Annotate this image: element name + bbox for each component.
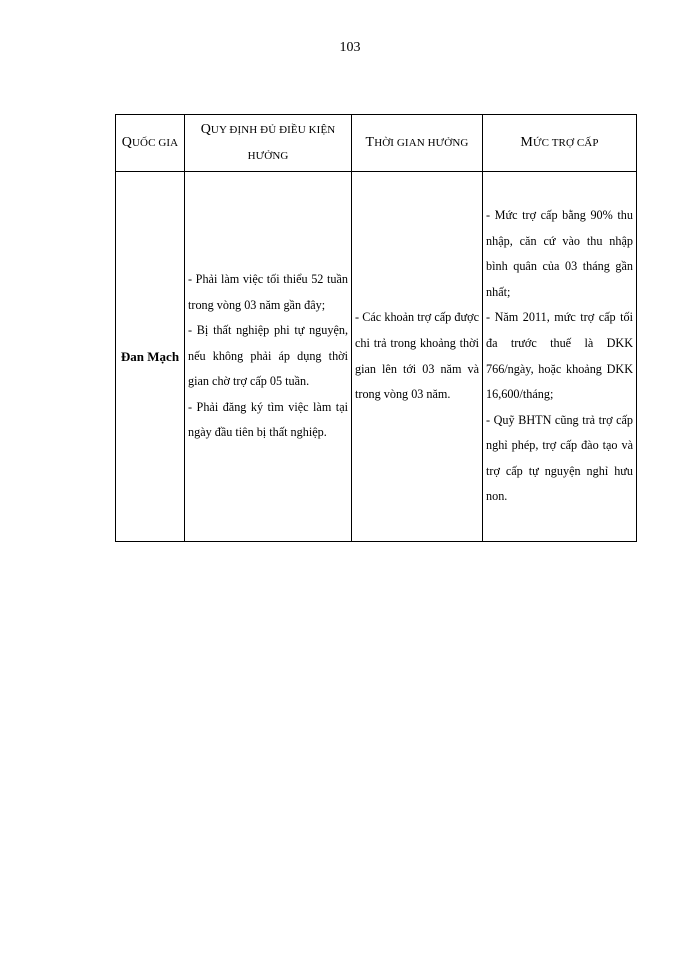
duration-item: - Các khoản trợ cấp được chi trả trong khoảng thời gian lên tới 03 năm và trong vòng 03 năm. bbox=[355, 310, 479, 402]
table-row bbox=[116, 172, 637, 542]
header-country: QUỐC GIA bbox=[116, 115, 185, 172]
conditions-cell bbox=[185, 172, 352, 542]
benefit-item: - Năm 2011, mức trợ cấp tối đa trước thuế là DKK 766/ngày, hoặc khoảng DKK 16,600/tháng; bbox=[486, 310, 633, 402]
table-header-row bbox=[116, 115, 637, 172]
benefit-cell bbox=[483, 172, 637, 542]
condition-item: - Bị thất nghiệp phi tự nguyện, nếu không phải áp dụng thời gian chờ trợ cấp 05 tuần. bbox=[188, 323, 348, 389]
header-duration: THỜI GIAN HƯỞNG bbox=[352, 115, 483, 172]
benefit-item: - Quỹ BHTN cũng trả trợ cấp nghỉ phép, trợ cấp đào tạo và trợ cấp tự nguyện nghỉ hưu non. bbox=[486, 412, 633, 504]
header-benefit: MỨC TRỢ CẤP bbox=[483, 115, 637, 172]
duration-cell bbox=[352, 172, 483, 542]
country-cell: Đan Mạch bbox=[116, 172, 185, 542]
benefit-item: - Mức trợ cấp bằng 90% thu nhập, căn cứ vào thu nhập bình quân của 03 tháng gần nhất; bbox=[486, 207, 633, 299]
condition-item: - Phải làm việc tối thiểu 52 tuần trong vòng 03 năm gần đây; bbox=[188, 271, 348, 312]
benefits-table bbox=[115, 114, 637, 542]
page-number: 103 bbox=[339, 40, 361, 55]
header-conditions: QUY ĐỊNH ĐỦ ĐIỀU KIỆN HƯỞNG bbox=[185, 115, 352, 172]
condition-item: - Phải đăng ký tìm việc làm tại ngày đầu tiên bị thất nghiệp. bbox=[188, 399, 348, 440]
